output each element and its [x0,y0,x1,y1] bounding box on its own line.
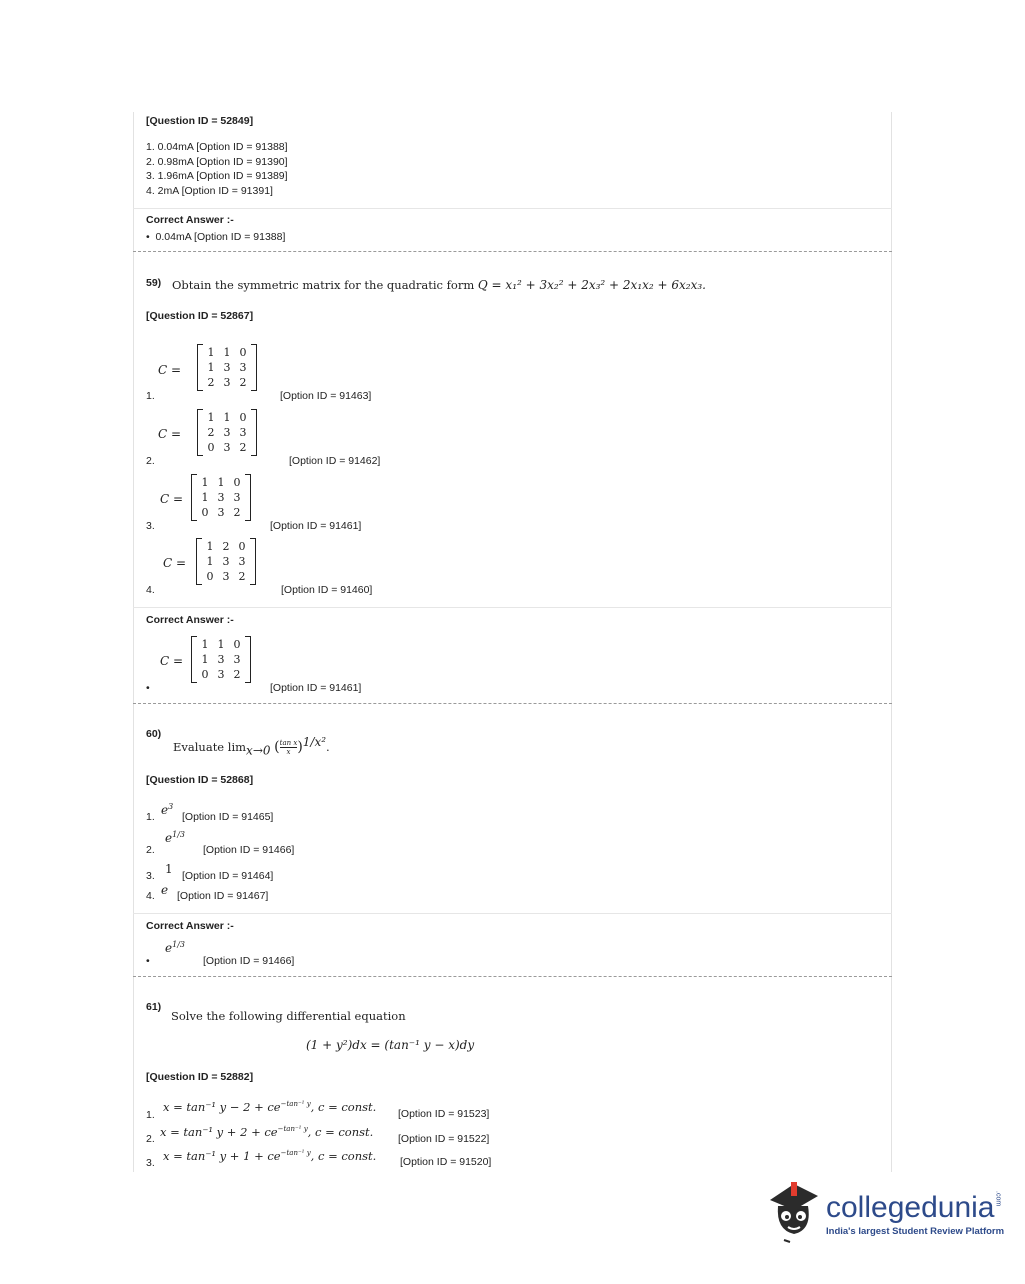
question-separator [133,703,892,704]
option-matrix: 1 1 0 1 3 3 2 3 2 [197,344,257,391]
question-id: [Question ID = 52882] [146,1071,254,1083]
option-number: 1. [146,1109,155,1121]
option-number: 2. [146,1133,155,1145]
question-number: 59) [146,277,162,289]
option-number: 4. [146,584,155,596]
option-matrix: 1 1 0 2 3 3 0 3 2 [197,409,257,456]
bullet-icon: • [146,231,156,243]
option-value: $e^3$ [161,802,174,817]
bullet-icon: • [146,682,150,694]
option-number: 2. [146,844,155,856]
correct-answer-label: Correct Answer :- [146,614,234,626]
matrix-label: C = [160,492,184,506]
option-id: [Option ID = 91461] [270,520,362,532]
question-id: [Question ID = 52867] [146,310,254,322]
question-number: 61) [146,1001,162,1013]
question-id: [Question ID = 52849] [146,115,254,127]
option-matrix: 1 2 0 1 3 3 0 3 2 [196,538,256,585]
correct-option-id: [Option ID = 91461] [270,682,362,694]
option-expression: x = tan⁻¹ $y + 1 + ce^{-tan^{-1} y}$, c = const. [163,1149,377,1163]
brand-logo: collegedunia.com [826,1191,1002,1224]
option-number: 3. [146,520,155,532]
brand-tagline: India's largest Student Review Platform [826,1226,1005,1237]
question-text: Solve the following differential equation [171,1009,406,1023]
option-id: [Option ID = 91464] [182,870,274,882]
option-number: 3. [146,870,155,882]
correct-matrix: 1 1 0 1 3 3 0 3 2 [191,636,251,683]
option-id: [Option ID = 91463] [280,390,372,402]
option-id: [Option ID = 91520] [400,1156,492,1168]
option-list [146,140,288,198]
option-item: 3. 1.96mA [Option ID = 91389] [146,170,288,182]
correct-answer-label: Correct Answer :- [146,214,234,226]
correct-value: $e^{1/3}$ [165,940,185,955]
divider [133,208,892,209]
option-id: [Option ID = 91522] [398,1133,490,1145]
limit-formula: $\lim_{x\to 0}$ ( $\frac{\text{tan x}}{x}$ )$^{1/x^2}$. [227,735,330,758]
option-number: 3. [146,1157,155,1169]
matrix-label: C = [158,427,182,441]
option-expression: x = tan⁻¹ $y - 2 + ce^{-tan^{-1} y}$, c = const. [163,1100,377,1114]
matrix-label: C = [163,556,187,570]
question-text: Evaluate $\lim_{x\to 0}$ ( $\frac{\text{tan x}}{x}$ )$^{1/x^2}$. [173,735,330,758]
option-id: [Option ID = 91462] [289,455,381,467]
option-value: $e^{1/3}$ [165,830,185,845]
question-number: 60) [146,728,162,740]
correct-answer: • 0.04mA [Option ID = 91388] [146,231,286,243]
question-separator [133,976,892,977]
matrix-label: C = [158,363,182,377]
differential-equation: (1 + y²)dx = (tan⁻¹ y − x)dy [306,1038,475,1052]
question-id: [Question ID = 52868] [146,774,254,786]
option-number: 1. [146,390,155,402]
option-id: [Option ID = 91460] [281,584,373,596]
option-matrix: 1 1 0 1 3 3 0 3 2 [191,474,251,521]
option-id: [Option ID = 91467] [177,890,269,902]
option-number: 4. [146,890,155,902]
option-item: 1. 0.04mA [Option ID = 91388] [146,141,288,153]
option-number: 2. [146,455,155,467]
option-value: 1 [165,862,173,876]
option-id: [Option ID = 91465] [182,811,274,823]
option-number: 1. [146,811,155,823]
option-expression: x = tan⁻¹ $y + 2 + ce^{-tan^{-1} y}$, c = const. [160,1125,374,1139]
option-value: e [161,883,169,897]
divider [133,913,892,914]
option-id: [Option ID = 91466] [203,844,295,856]
divider [133,607,892,608]
bullet-icon: • [146,955,150,967]
brand-mascot-icon [764,1178,824,1244]
matrix-label: C = [160,654,184,668]
question-separator [133,251,892,252]
correct-option-id: [Option ID = 91466] [203,955,295,967]
option-item: 4. 2mA [Option ID = 91391] [146,184,273,197]
option-item: 2. 0.98mA [Option ID = 91390] [146,155,288,168]
question-text: Obtain the symmetric matrix for the quadratic form Q = x₁² + 3x₂² + 2x₃² + 2x₁x₂ + 6x₂x₃. [172,278,706,292]
option-id: [Option ID = 91523] [398,1108,490,1120]
quadratic-form-formula: Q = x₁² + 3x₂² + 2x₃² + 2x₁x₂ + 6x₂x₃. [477,278,706,292]
correct-answer-label: Correct Answer :- [146,920,234,932]
